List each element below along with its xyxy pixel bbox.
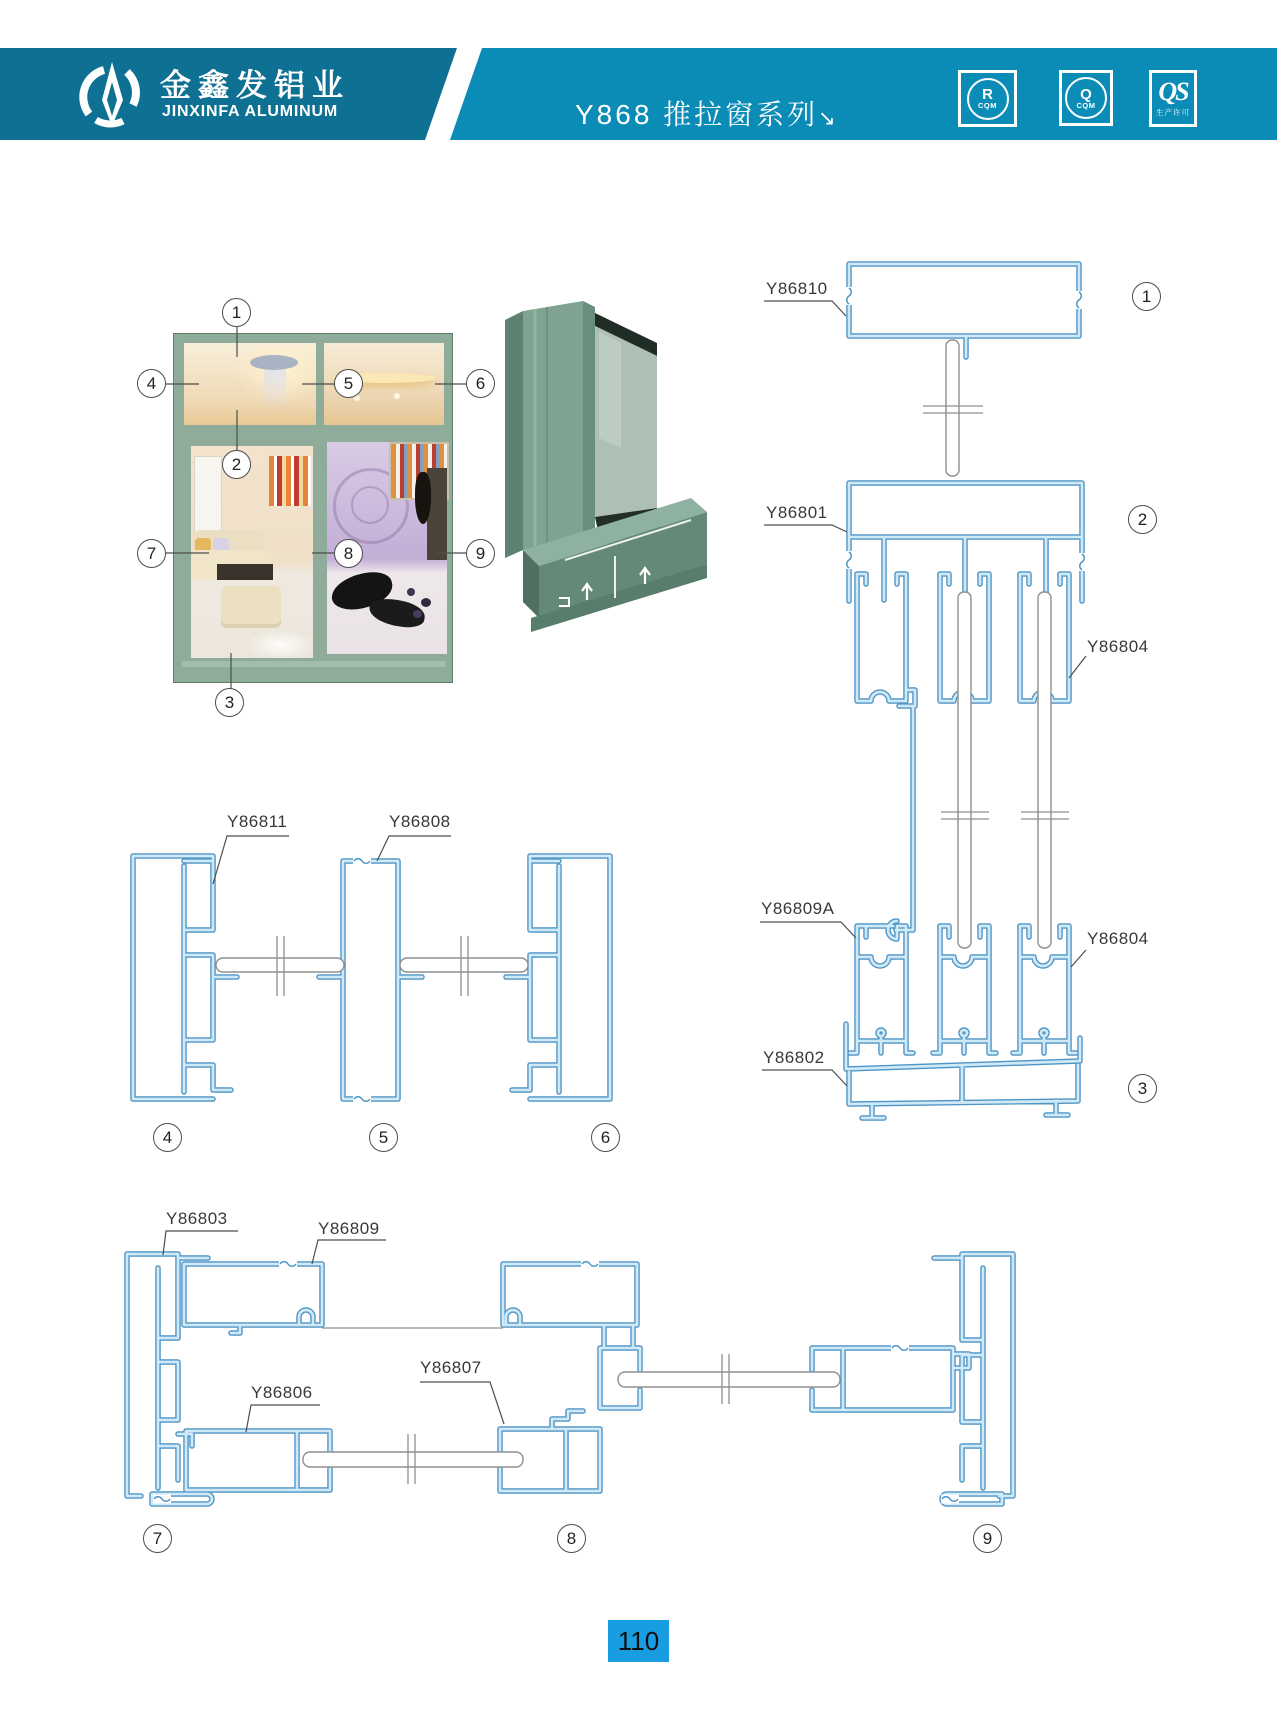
cert-org: CQM [1076,100,1096,110]
part-label-y86808: Y86808 [389,812,451,831]
part-label-y86809a: Y86809A [761,899,835,918]
mid-horizontal-section-drawing [133,856,610,1099]
part-label-y86811: Y86811 [227,812,288,831]
page-title: Y868 推拉窗系列 [575,99,819,130]
section-circle-8: 8 [557,1524,586,1553]
part-label-y86802: Y86802 [763,1048,825,1067]
part-label-y86804-top: Y86804 [1087,637,1149,656]
part-label-y86801: Y86801 [766,503,828,522]
part-label-y86803: Y86803 [166,1209,228,1228]
bottom-horizontal-section-drawing [127,1254,1013,1504]
section-circle-4: 4 [153,1123,182,1152]
qs-caption: 生产许可 [1156,108,1190,117]
cert-org: CQM [978,101,997,111]
section-circle-9: 9 [973,1524,1002,1553]
photo-callout-9: 9 [466,539,495,568]
section-circle-6: 6 [591,1123,620,1152]
photo-callout-8: 8 [334,539,363,568]
part-label-y86809: Y86809 [318,1219,380,1238]
photo-callout-1: 1 [222,298,251,327]
photo-callout-3: 3 [215,688,244,717]
section-circle-3: 3 [1128,1074,1157,1103]
section-circle-2: 2 [1128,505,1157,534]
section-circle-5: 5 [369,1123,398,1152]
photo-callout-7: 7 [137,539,166,568]
part-label-y86807: Y86807 [420,1358,482,1377]
title-arrow-icon: ↘ [818,107,836,130]
section-circle-7: 7 [143,1524,172,1553]
section-circle-1: 1 [1132,282,1161,311]
photo-callout-6: 6 [466,369,495,398]
cert-letter: Q [1080,85,1092,103]
company-name-cn: 金鑫发铝业 [160,68,350,103]
part-label-y86810: Y86810 [766,279,828,298]
part-label-y86804-bottom: Y86804 [1087,929,1149,948]
part-label-y86806: Y86806 [251,1383,313,1402]
qs-mark: QS [1158,77,1188,106]
photo-callout-2: 2 [222,450,251,479]
photo-callout-4: 4 [137,369,166,398]
page-number-box: 110 [608,1620,669,1662]
photo-callout-5: 5 [334,369,363,398]
cert-letter: R [982,86,993,104]
company-name-en: JINXINFA ALUMINUM [162,103,338,120]
